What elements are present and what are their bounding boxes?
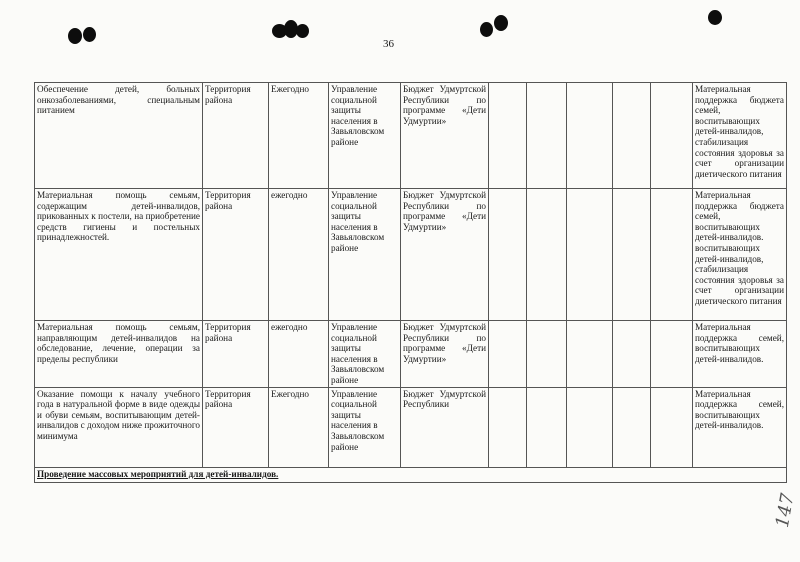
empty-cell — [489, 387, 527, 467]
ink-blot — [296, 24, 309, 38]
ink-blot — [83, 27, 96, 42]
result-cell: Материальная поддержка семей, воспитывающих детей-инвалидов. — [693, 387, 787, 467]
empty-cell — [567, 387, 613, 467]
table-row — [35, 321, 787, 388]
empty-cell — [527, 189, 567, 321]
territory-cell: Территория района — [203, 387, 269, 467]
empty-cell — [651, 321, 693, 388]
empty-cell — [651, 189, 693, 321]
measures-table — [34, 82, 787, 483]
empty-cell — [613, 387, 651, 467]
executor-cell: Управление социальной защиты населения в Завьяловском районе — [329, 189, 401, 321]
empty-cell — [489, 189, 527, 321]
measure-cell: Материальная помощь семьям, направляющим детей-инвалидов на обследование, лечение, операции за пределы республики — [35, 321, 203, 388]
ink-blot — [708, 10, 722, 25]
empty-cell — [489, 321, 527, 388]
period-cell: Ежегодно — [269, 83, 329, 189]
handwritten-page-mark: 147 — [771, 491, 799, 530]
period-cell: ежегодно — [269, 321, 329, 388]
executor-cell: Управление социальной защиты населения в Завьяловском районе — [329, 321, 401, 388]
period-cell: Ежегодно — [269, 387, 329, 467]
empty-cell — [527, 321, 567, 388]
executor-cell: Управление социальной защиты населения в Завьяловском районе — [329, 387, 401, 467]
result-cell: Материальная поддержка бюджета семей, воспитывающих детей-инвалидов. воспитывающих детей-инвалидов, стабилизация состояния здоровья за счет организации диетического питания — [693, 189, 787, 321]
empty-cell — [613, 321, 651, 388]
result-cell: Материальная поддержка бюджета семей, воспитывающих детей-инвалидов, стабилизация состояния здоровья за счет организации диетического питания — [693, 83, 787, 189]
measure-cell: Материальная помощь семьям, содержащим детей-инвалидов, прикованных к постели, на приобретение средств гигиены и постельных принадлежностей. — [35, 189, 203, 321]
ink-blot — [68, 28, 82, 44]
empty-cell — [651, 83, 693, 189]
empty-cell — [567, 189, 613, 321]
territory-cell: Территория района — [203, 83, 269, 189]
section-heading-row — [35, 467, 787, 482]
result-cell: Материальная поддержка семей, воспитывающих детей-инвалидов. — [693, 321, 787, 388]
source-cell: Бюджет Удмуртской Республики — [401, 387, 489, 467]
source-cell: Бюджет Удмуртской Республики по программе «Дети Удмуртии» — [401, 189, 489, 321]
table-row — [35, 83, 787, 189]
source-cell: Бюджет Удмуртской Республики по программе «Дети Удмуртии» — [401, 83, 489, 189]
empty-cell — [651, 387, 693, 467]
empty-cell — [613, 83, 651, 189]
measure-cell: Оказание помощи к началу учебного года в натуральной форме в виде одежды и обуви семьям, воспитывающим детей- инвалидов с доходом ниже прожиточного минимума — [35, 387, 203, 467]
empty-cell — [613, 189, 651, 321]
empty-cell — [489, 83, 527, 189]
period-cell: ежегодно — [269, 189, 329, 321]
empty-cell — [567, 321, 613, 388]
ink-blot — [480, 22, 493, 37]
measure-cell: Обеспечение детей, больных онкозаболеваниями, специальным питанием — [35, 83, 203, 189]
table-row — [35, 387, 787, 467]
empty-cell — [527, 83, 567, 189]
section-heading: Проведение массовых мероприятий для детей-инвалидов. — [35, 467, 787, 482]
executor-cell: Управление социальной защиты населения в Завьяловском районе — [329, 83, 401, 189]
table-row — [35, 189, 787, 321]
ink-blot — [494, 15, 508, 31]
territory-cell: Территория района — [203, 321, 269, 388]
territory-cell: Территория района — [203, 189, 269, 321]
source-cell: Бюджет Удмуртской Республики по программе «Дети Удмуртии» — [401, 321, 489, 388]
empty-cell — [567, 83, 613, 189]
page-number: 36 — [383, 38, 394, 50]
empty-cell — [527, 387, 567, 467]
